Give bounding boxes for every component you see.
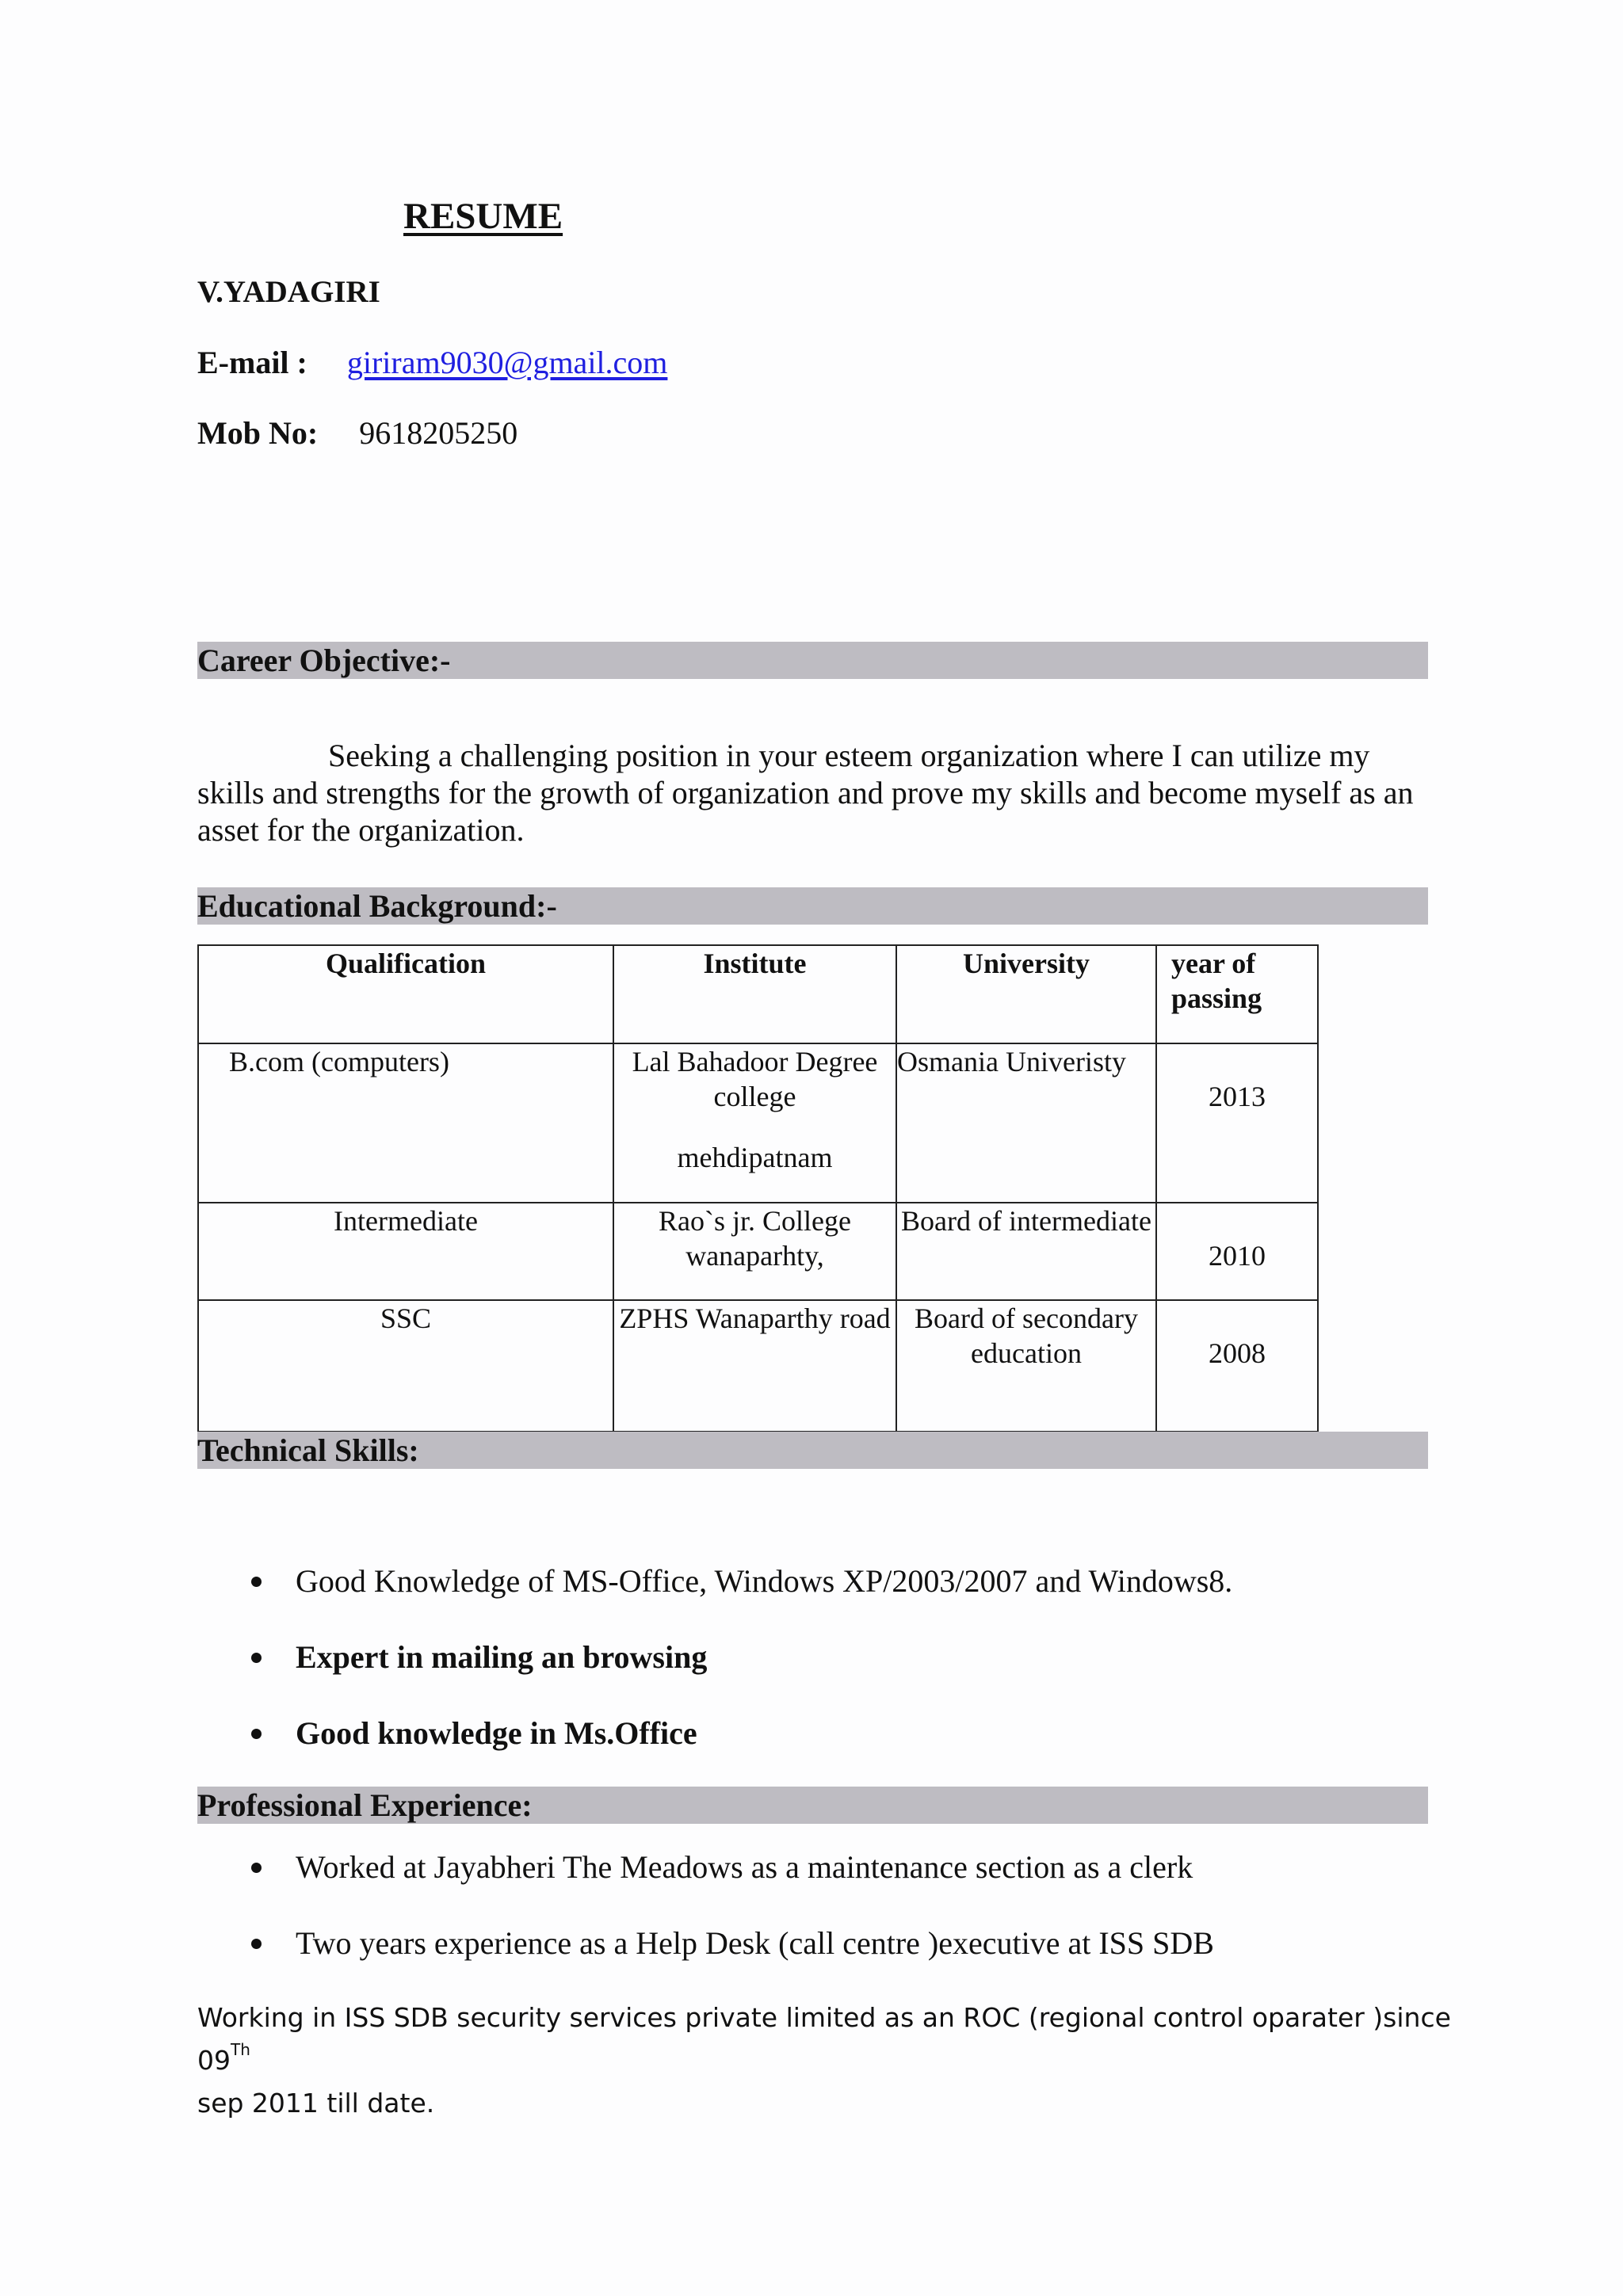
experience-text: Worked at Jayabheri The Meadows as a maintenance section as a clerk [296, 1849, 1193, 1885]
bullet-icon [251, 1653, 262, 1663]
column-header-university: University [896, 945, 1156, 1043]
bullet-icon [251, 1863, 262, 1873]
experience-text: Two years experience as a Help Desk (call centre )executive at ISS SDB [296, 1925, 1214, 1961]
list-item [197, 1562, 1232, 1638]
current-employment-text [197, 1997, 1481, 2125]
qualification-cell: B.com (computers) [198, 1043, 613, 1203]
employment-end: sep 2011 till date. [197, 2088, 435, 2119]
skill-text: Good knowledge in Ms.Office [296, 1715, 697, 1751]
technical-skills-list [197, 1562, 1232, 1791]
year-cell: 2013 [1156, 1043, 1318, 1203]
university-cell: Board of intermediate [896, 1203, 1156, 1300]
career-objective-text [197, 737, 1428, 849]
bullet-icon [251, 1577, 262, 1587]
employment-main: Working in ISS SDB security services private limited as an ROC (regional control oparater )since 09 [197, 2002, 1451, 2076]
institute-name: Lal Bahadoor Degree college [632, 1046, 878, 1112]
skill-text: Expert in mailing an browsing [296, 1639, 708, 1675]
candidate-name: V.YADAGIRI [197, 275, 380, 309]
technical-skills-heading: Technical Skills: [197, 1432, 1428, 1469]
ordinal-suffix: Th [231, 2040, 250, 2059]
mobile-number: 9618205250 [359, 415, 518, 451]
column-header-institute: Institute [613, 945, 896, 1043]
institute-cell: ZPHS Wanaparthy road [613, 1300, 896, 1432]
year-cell: 2008 [1156, 1300, 1318, 1432]
university-cell: Osmania Univeristy [896, 1043, 1156, 1203]
mobile-row [197, 414, 517, 452]
education-table [197, 944, 1319, 1432]
education-heading: Educational Background:- [197, 887, 1428, 925]
institute-cell [613, 1043, 896, 1203]
mobile-label: Mob No: [197, 415, 319, 451]
list-item [197, 1924, 1214, 2000]
skill-text: Good Knowledge of MS-Office, Windows XP/2003/2007 and Windows8. [296, 1563, 1233, 1599]
page-title: RESUME [403, 196, 563, 237]
career-objective-body: Seeking a challenging position in your esteem organization where I can utilize my skills and strengths for the growth of organization and prove my skills and become myself as an asset for the organization. [197, 738, 1414, 848]
qualification-cell: Intermediate [198, 1203, 613, 1300]
bullet-icon [251, 1729, 262, 1739]
column-header-year: year of passing [1156, 945, 1318, 1043]
table-header-row [198, 945, 1318, 1043]
bullet-icon [251, 1939, 262, 1949]
professional-experience-heading: Professional Experience: [197, 1787, 1428, 1824]
email-label: E-mail : [197, 345, 307, 380]
experience-list [197, 1848, 1214, 2000]
column-header-qualification: Qualification [198, 945, 613, 1043]
list-item [197, 1638, 1232, 1714]
email-row [197, 344, 667, 381]
year-cell: 2010 [1156, 1203, 1318, 1300]
list-item [197, 1848, 1214, 1924]
email-link[interactable]: giriram9030@gmail.com [346, 345, 668, 380]
career-objective-heading: Career Objective:- [197, 642, 1428, 679]
institute-location: mehdipatnam [677, 1142, 833, 1173]
table-row [198, 1203, 1318, 1300]
university-cell: Board of secondary education [896, 1300, 1156, 1432]
list-item [197, 1714, 1232, 1791]
table-row [198, 1300, 1318, 1432]
table-row [198, 1043, 1318, 1203]
qualification-cell: SSC [198, 1300, 613, 1432]
institute-cell: Rao`s jr. College wanaparhty, [613, 1203, 896, 1300]
